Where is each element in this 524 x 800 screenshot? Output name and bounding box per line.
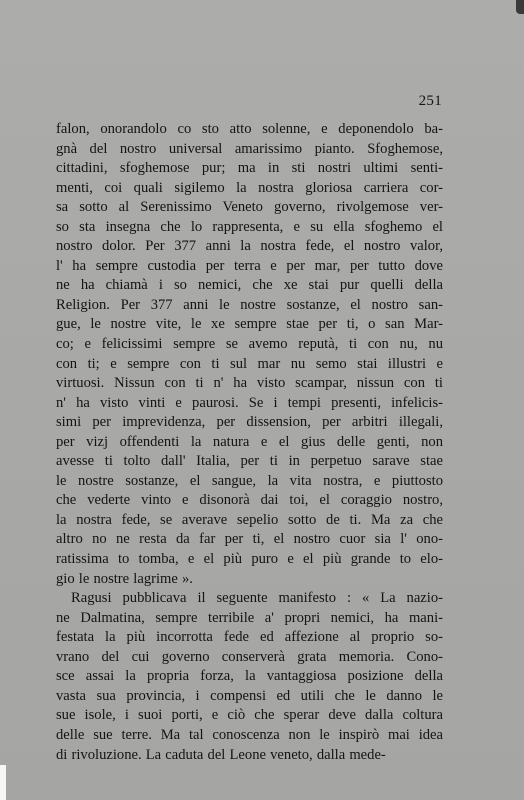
- scan-edge: [0, 765, 6, 800]
- text-line: ratissima to tomba, e el più puro e el più grande to elo-: [56, 551, 443, 568]
- text-line: festata la più incorrotta fede ed affezione al proprio so-: [56, 629, 443, 646]
- text-line: l' ha sempre custodia per terra e per mar, per tutto dove: [56, 257, 443, 274]
- page-number: 251: [418, 93, 442, 109]
- text-line: nostro dolor. Per 377 anni la nostra fede, el nostro valor,: [56, 238, 443, 255]
- text-line: sce assai la propria forza, la vantaggiosa posizione della: [56, 668, 443, 685]
- text-line: cittadini, sfoghemose pur; ma in sti nostri ultimi senti-: [56, 160, 443, 177]
- text-line: altro no ne resta da far per ti, el nostro cuor sia l' ono-: [56, 531, 443, 548]
- text-line: le nostre sostanze, el sangue, la vita nostra, e piuttosto: [56, 472, 443, 489]
- text-line: Ragusi pubblicava il seguente manifesto : « La nazio-: [71, 590, 443, 607]
- text-line: gue, le nostre vite, le xe sempre stae per ti, o san Mar-: [56, 316, 443, 333]
- text-line: co; e felicissimi sempre se avemo reputà, ti con nu, nu: [56, 336, 443, 353]
- text-line: con ti; e sempre con ti sul mar nu semo stai illustri e: [56, 355, 443, 372]
- text-line: sa sotto al Serenissimo Veneto governo, rivolgemose ver-: [56, 199, 443, 216]
- text-line: che vederte vinto e disonorà dai toi, el coraggio nostro,: [56, 492, 443, 509]
- text-line: simi per imprevidenza, per dissension, per arbitri illegali,: [56, 414, 443, 431]
- text-line: menti, coi quali sigilemo la nostra gloriosa carriera cor-: [56, 179, 443, 196]
- page-edge-mark: [516, 0, 524, 14]
- body-text: [56, 120, 443, 765]
- text-line: avesse ti tolto dall' Italia, per ti in perpetuo sarave stae: [56, 453, 443, 470]
- text-line: virtuosi. Nissun con ti n' ha visto scampar, nissun con ti: [56, 375, 443, 392]
- text-line: ne ha chiamà i so nemici, che xe stai pur quelli della: [56, 277, 443, 294]
- text-line: vasta sua provincia, i compensi ed utili che le danno le: [56, 687, 443, 704]
- text-line: falon, onorandolo co sto atto solenne, e deponendolo ba-: [56, 121, 443, 137]
- paragraph-manifesto: [56, 589, 443, 765]
- text-line: sue isole, i suoi porti, e ciò che sperar deve dalla coltura: [56, 707, 443, 724]
- text-line: vrano del cui governo conserverà grata memoria. Cono-: [56, 648, 443, 665]
- text-line: la nostra fede, se averave sepelio sotto de ti. Ma za che: [56, 511, 443, 528]
- paragraph-letter-quote: [56, 120, 443, 589]
- text-line: ne Dalmatina, sempre terribile a' propri nemici, ha mani-: [56, 609, 443, 626]
- text-line: per vizj offendenti la natura e el gius delle genti, non: [56, 433, 443, 450]
- text-line: di rivoluzione. La caduta del Leone veneto, dalla mede-: [56, 746, 386, 763]
- text-line: n' ha visto vinti e paurosi. Se i tempi presenti, infelicis-: [56, 394, 443, 411]
- text-line: so sta insegna che lo rappresenta, e su ella sfoghemo el: [56, 218, 443, 235]
- text-line: delle sue terre. Ma tal conoscenza non le inspirò mai idea: [56, 726, 443, 743]
- text-line: gnà del nostro universal amarissimo pianto. Sfoghemose,: [56, 140, 443, 157]
- text-line: gio le nostre lagrime ».: [56, 570, 193, 587]
- text-line: Religion. Per 377 anni le nostre sostanze, el nostro san-: [56, 296, 443, 313]
